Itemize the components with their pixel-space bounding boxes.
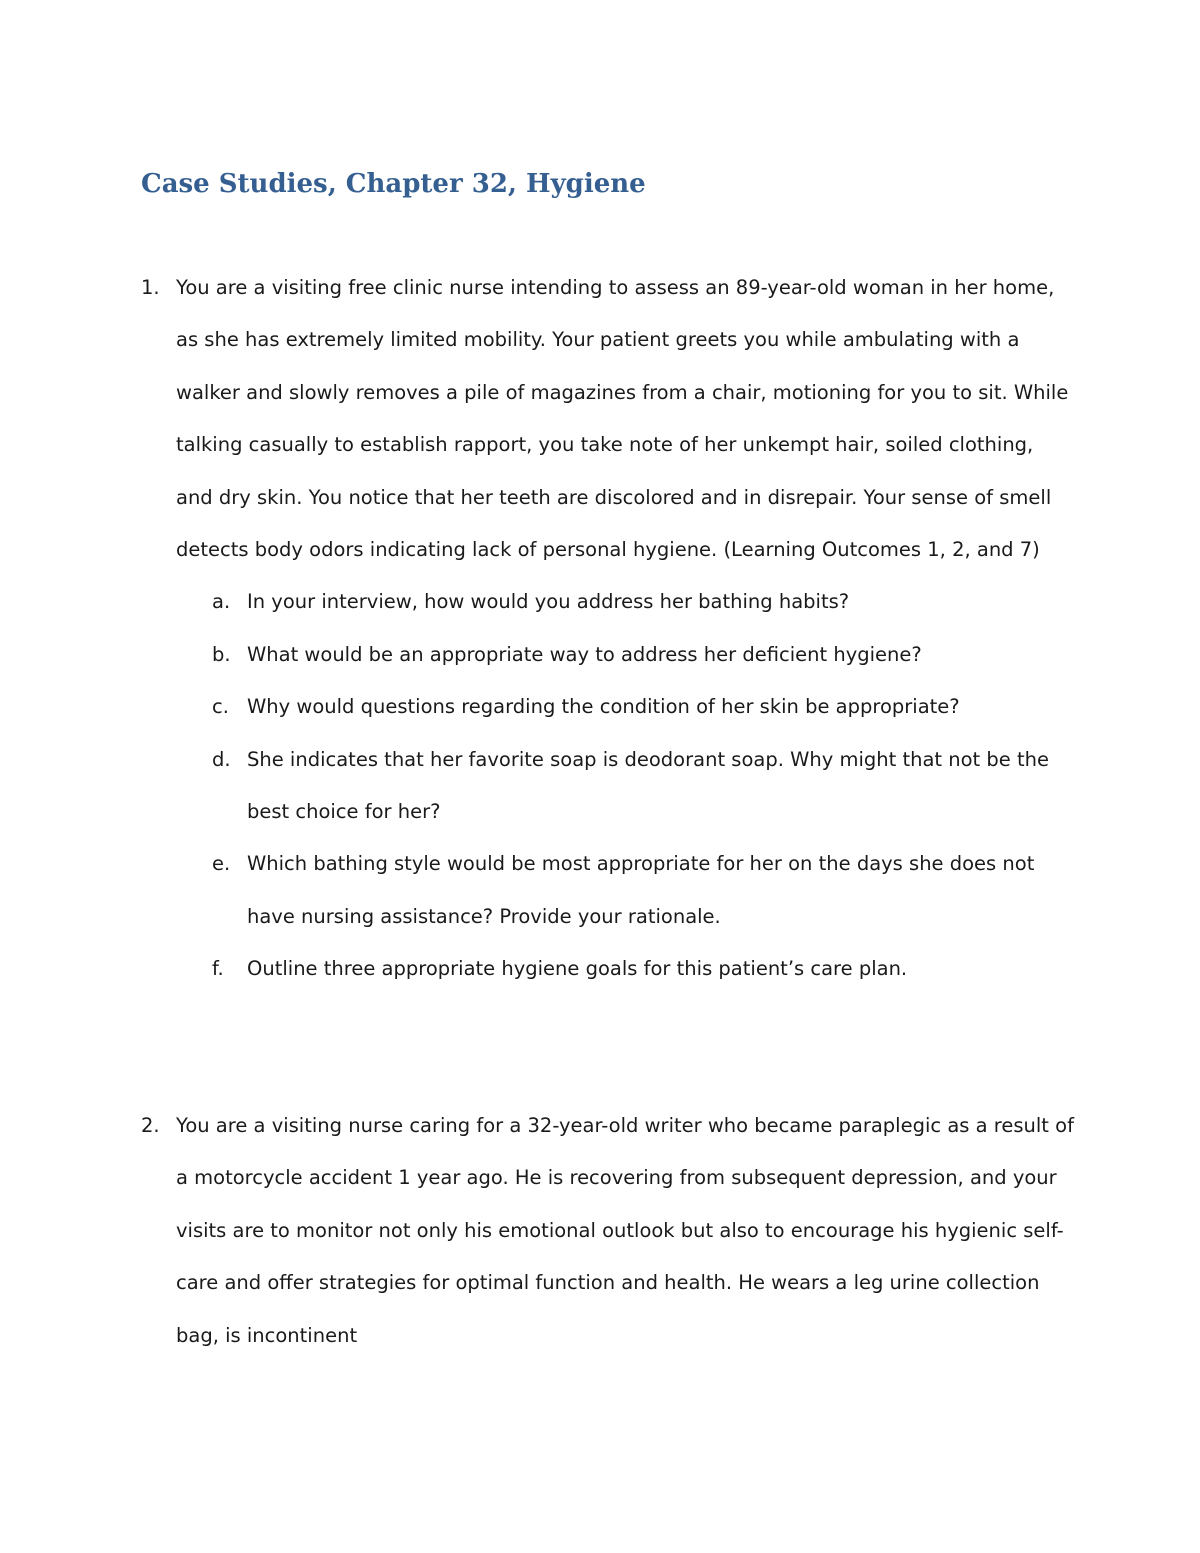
sub-question-f xyxy=(212,943,1076,995)
sub-question-d xyxy=(212,734,1076,839)
sub-question-text: In your interview, how would you address her bathing habits? xyxy=(247,590,850,614)
question-list xyxy=(141,576,1076,995)
sub-question-text: Which bathing style would be most appropriate for her on the days she does not have nursing assistance? Provide your rationale. xyxy=(247,852,1035,928)
case-study-text: You are a visiting free clinic nurse intending to assess an 89-year-old woman in her home, as she has extremely limited mobility. Your patient greets you while ambulating with a walker and slowly removes a pile of magazines from a chair, motioning for you to sit. While talking casually to establish rapport, you take note of her unkempt hair, soiled clothing, and dry skin. You notice that her teeth are discolored and in disrepair. Your sense of smell detects body odors indicating lack of personal hygiene. (Learning Outcomes 1, 2, and 7) xyxy=(176,276,1069,562)
sub-question-text: What would be an appropriate way to address her deficient hygiene? xyxy=(247,642,922,666)
sub-question-text: She indicates that her favorite soap is deodorant soap. Why might that not be the best choice for her? xyxy=(247,747,1049,824)
sub-question-letter: e. xyxy=(212,852,231,876)
sub-question-letter: c. xyxy=(212,695,229,719)
sub-question-a xyxy=(212,576,1076,628)
document-title: Case Studies, Chapter 32, Hygiene xyxy=(141,169,646,199)
sub-question-b xyxy=(212,629,1076,681)
sub-question-c xyxy=(212,681,1076,733)
sub-question-letter: a. xyxy=(212,590,231,614)
case-study-2 xyxy=(141,1100,1076,1362)
sub-question-letter: d. xyxy=(212,747,231,771)
sub-question-letter: b. xyxy=(212,642,231,666)
sub-question-text: Outline three appropriate hygiene goals for this patient’s care plan. xyxy=(247,957,908,981)
sub-question-e xyxy=(212,838,1076,943)
case-study-1 xyxy=(141,262,1076,996)
case-study-number: 1. xyxy=(141,276,160,299)
sub-question-text: Why would questions regarding the condition of her skin be appropriate? xyxy=(247,695,960,719)
case-study-text: You are a visiting nurse caring for a 32-year-old writer who became paraplegic as a result of a motorcycle accident 1 year ago. He is recovering from subsequent depression, and your visits are to monitor not only his emotional outlook but also to encourage his hygienic self-care and offer strategies for optimal function and health. He wears a leg urine collection bag, is incontinent xyxy=(176,1114,1074,1347)
sub-question-letter: f. xyxy=(212,957,224,981)
case-study-number: 2. xyxy=(141,1114,160,1137)
